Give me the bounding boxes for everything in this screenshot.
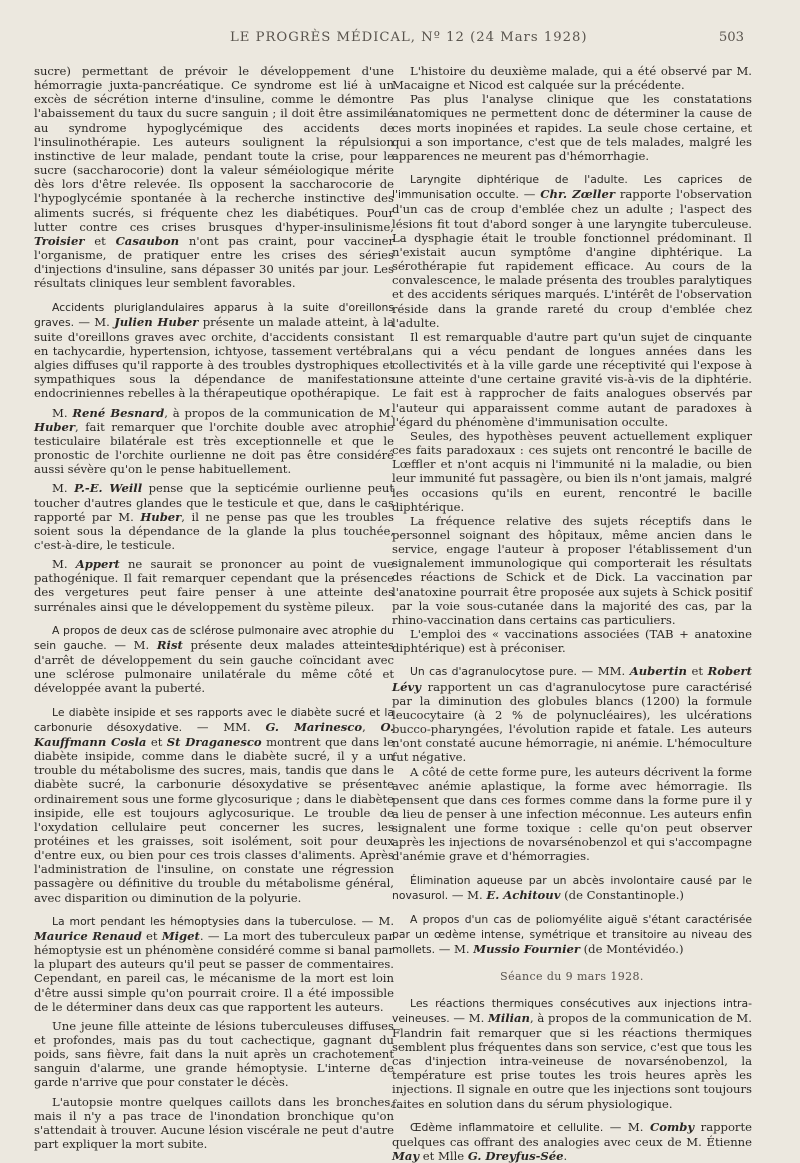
paragraph: La fréquence relative des sujets réceptifs dans le personnel soignant des hôpitaux, même ancien dans le service, engage l'auteur à proposer l'établissement d'un signalement immunologique qui comporterait les résultats des réactions de Schick et de Dick. La vaccination par l'anatoxine pourrait être proposée aux sujets à Schick positif par la voie sous-cutanée dans la majorité des cas, par la rhino-vaccination dans certains cas particuliers. <box>392 513 752 627</box>
right-column <box>392 64 752 1163</box>
section-poliomyelite: A propos d'un cas de poliomyélite aiguë s'étant caractérisée par un œdème intense, symétrique et transitoire au niveau des mollets. — M. Mussio Fournier (de Montévidéo.) <box>392 912 752 957</box>
section-title: Les réactions thermiques consécutives aux injections intra-veineuses. <box>392 996 752 1025</box>
section-title: Laryngite diphtérique de l'adulte. Les caprices de l'immunisation occulte. <box>392 173 752 202</box>
page-header <box>22 30 744 50</box>
section-title: Un cas d'agranulocytose pure. <box>410 665 577 679</box>
paragraph: Une jeune fille atteinte de lésions tuberculeuses diffuses et profondes, mais pas du tout cachectique, gagnant du poids, sans fièvre, fait dans la nuit après un crachotement sanguin d'alarme, une grande hémoptysie. L'interne de garde n'arrive que pour constater le décès. <box>34 1018 394 1090</box>
section-hemoptysies: La mort pendant les hémoptysies dans la tuberculose. — M. Maurice Renaud et Miget. — La mort des tuberculeux par hémoptysie est un phénomène considéré comme si banal par la plupart des auteurs qu'il peut se passer de commentaires. Cependant, en pareil cas, le mécanisme de la mort est loin d'être aussi simple qu'on pourrait croire. Il a été impossible de le déterminer dans deux cas que rapportent les auteurs. <box>34 913 394 1014</box>
paragraph: L'emploi des « vaccinations associées (TAB + anatoxine diphtérique) est à préconiser. <box>392 627 752 656</box>
paragraph: Il est remarquable d'autre part qu'un sujet de cinquante ans qui a vécu pendant de longues années dans les collectivités et à la ville garde une réceptivité qui l'expose à une atteinte d'une certaine gravité vis-à-vis de la diphtérie. Le fait est à rapprocher de faits analogues observés par l'auteur qui apparaissent comme autant de paradoxes à l'égard du phénomène d'immunisation occulte. <box>392 329 752 429</box>
paragraph: L'histoire du deuxième malade, qui a été observé par M. Macaigne et Nicod est calquée sur la précédente. <box>392 64 752 93</box>
section-sclerose: A propos de deux cas de sclérose pulmonaire avec atrophie du sein gauche. — M. Rist présente deux malades atteintes d'arrêt de développement du sein gauche coïncidant avec une sclérose pulmonaire unilatérale du même côté et développée avant la puberté. <box>34 623 394 696</box>
section-title: A propos de deux cas de sclérose pulmonaire avec atrophie du sein gauche. <box>34 623 394 652</box>
section-reactions: Les réactions thermiques consécutives aux injections intra-veineuses. — M. Milian, à propos de la communication de M. Flandrin fait remarquer que si les réactions thermiques semblent plus fréquentes dans son service, c'est que tous les cas d'injection intra-veineuse de novarsénobenzol, la température est prise toutes les trois heures après les injections. Il signale en outre que les injections sont toujours faites en solution dans du sérum physiologique. <box>392 996 752 1111</box>
section-elimination: Élimination aqueuse par un abcès involontaire causé par le novasurol. — M. E. Achitouv (de Constantinople.) <box>392 873 752 902</box>
section-diabete: Le diabète insipide et ses rapports avec le diabète sucré et la carbonurie désoxydative. — MM. G. Marinesco, O. Kauffmann Cosla et St Draganesco montrent que dans le diabète insipide, comme dans le diabète sucré, il y a un trouble du métabolisme des sucres, mais, tandis que dans le diabète sucré, la carbonurie désoxydative se présente ordinairement sous une forme glycosurique ; dans le diabète insipide, elle est toujours aglycosurique. Le trouble de l'oxydation cellulaire peut concerner les sucres, les protéines et les graisses, soit isolément, soit pour deux d'entre eux, ou bien pour ces trois classes d'aliments. Après l'administration de l'insuline, on constate une régression passagère ou définitive du trouble du métabolisme général, avec disparition ou diminution de la polyurie. <box>34 705 395 905</box>
paragraph: sucre) permettant de prévoir le développement d'une hémorragie juxta-pancréatique. Ce syndrome est lié à un excès de sécrétion interne d'insuline, comme le démontre l'abaissement du taux du sucre sanguin ; il doit être assimilé au syndrome hypoglycémique des accidents de l'insulinothérapie. Les auteurs soulignent la répulsion instinctive de leur malade, pendant toute la crise, pour le sucre (saccharocorie) dont la valeur séméiologique mérite dès lors d'être relevée. Ils opposent la saccharocorie de l'hypoglycémie spontanée à la recherche instinctive des aliments sucrés, si fréquente chez les diabétiques. Pour lutter contre ces crises brusques d'hyper-insulinisme, Troisier et Casaubon n'ont pas craint, pour vacciner l'organisme, de pratiquer entre les crises des séries d'injections d'insuline, sans dépasser 30 unités par jour. Les résultats cliniques leur semblent favorables. <box>34 64 394 291</box>
paragraph: M. P.-E. Weill pense que la septicémie ourlienne peut toucher d'autres glandes que le testicule et que, dans le cas rapporté par M. Huber, il ne pense pas que les troubles soient sous la dépendance de la glande la plus touchée, c'est-à-dire, le testicule. <box>34 481 394 552</box>
paragraph: M. René Besnard, à propos de la communication de M. Huber, fait remarquer que l'orchite double avec atrophie testiculaire bilatérale est très exceptionnelle et que le pronostic de l'orchite ourlienne ne doit pas être considéré aussi sévère qu'on le pense habituellement. <box>34 405 394 477</box>
page-number: 503 <box>718 30 744 45</box>
section-title: Le diabète insipide et ses rapports avec le diabète sucré et la carbonurie désoxydative. <box>34 705 394 734</box>
section-title: Accidents pluriglandulaires apparus à la suite d'oreillons graves. <box>34 300 394 329</box>
paragraph: Seules, des hypothèses peuvent actuellement expliquer ces faits paradoxaux : ces sujets ont rencontré le bacille de Lœffler et n'ont acquis ni l'immunité ni la maladie, ou bien leur immunité fut passagère, ou bien ils n'ont jamais, malgré les occasions qu'ils en eurent, rencontré le bacille diphtérique. <box>392 428 752 514</box>
paragraph: L'autopsie montre quelques caillots dans les bronches, mais il n'y a pas trace de l'inondation bronchique qu'on s'attendait à trouver. Aucune lésion viscérale ne peut d'autre part expliquer la mort subite. <box>34 1094 394 1152</box>
paragraph: A côté de cette forme pure, les auteurs décrivent la forme avec anémie aplastique, la forme avec hémorragie. Ils pensent que dans ces formes comme dans la forme pure il y a lieu de penser à une infection méconnue. Les auteurs enfin signalent une forme toxique : celle qu'on peut observer après les injections de novarsénobenzol et qui s'accompagne d'anémie grave et d'hémorragies. <box>392 764 752 864</box>
section-title: Œdème inflammatoire et cellulite. <box>410 1120 604 1134</box>
seance-heading: Séance du 9 mars 1928. <box>500 970 644 984</box>
section-ourlien: Accidents pluriglandulaires apparus à la suite d'oreillons graves. — M. Julien Huber présente un malade atteint, à la suite d'oreillons graves avec orchite, d'accidents consistant en tachycardie, hypertension, ichtyose, tassement vertébral, algies diffuses qu'il rapporte à des troubles dystrophiques et sympathiques sous la dépendance de manifestations endocriniennes rebelles à la thérapeutique opothérapique. <box>34 300 394 401</box>
section-oedeme: Œdème inflammatoire et cellulite. — M. Comby rapporte quelques cas offrant des analogies avec ceux de M. Étienne May et Mlle G. Dreyfus-Sée. <box>392 1119 752 1163</box>
section-agranulocytose: Un cas d'agranulocytose pure. — MM. Aubertin et Robert Lévy rapportent un cas d'agranulocytose pure caractérisé par la diminution des globules blancs (1200) la formule leucocytaire (à 2 % de polynucléaires), les ulcérations bucco-pharyngées, l'évolution rapide et fatale. Les auteurs n'ont constaté aucune hémorragie, ni anémie. L'hémoculture fut négative. <box>392 664 752 765</box>
left-column <box>34 64 394 1151</box>
section-laryngite: Laryngite diphtérique de l'adulte. Les caprices de l'immunisation occulte. — Chr. Zœller rapporte l'observation d'un cas de croup d'emblée chez un adulte ; l'aspect des lésions fit tout d'abord songer à une laryngite tuberculeuse. La dysphagie était le trouble fonctionnel prédominant. Il n'existait aucun symptôme d'angine diphtérique. La sérothérapie fut rapidement efficace. Au cours de la convalescence, le malade présenta des troubles paralytiques et des accidents sériques marqués. L'intérêt de l'observation réside dans la grande rareté du croup d'emblée chez l'adulte. <box>392 173 752 330</box>
section-title: Élimination aqueuse par un abcès involontaire causé par le novasurol. <box>392 873 752 902</box>
running-head: LE PROGRÈS MÉDICAL, Nº 12 (24 Mars 1928) <box>230 30 588 45</box>
paragraph: M. Appert ne saurait se prononcer au point de vue pathogénique. Il fait remarquer cependant que la présence des vergetures peut faire penser à une atteinte des surrénales ainsi que le développement du système pileux. <box>34 557 394 614</box>
section-title: La mort pendant les hémoptysies dans la tuberculose. <box>52 914 357 928</box>
section-title: A propos d'un cas de poliomyélite aiguë s'étant caractérisée par un œdème intense, symétrique et transitoire au niveau des mollets. <box>392 912 752 957</box>
paragraph: Pas plus l'analyse clinique que les constatations anatomiques ne permettent donc de déterminer la cause de ces morts inopinées et rapides. La seule chose certaine, et qui a son importance, c'est que de tels malades, malgré les apparences ne meurent pas d'hémorrhagie. <box>392 92 752 163</box>
